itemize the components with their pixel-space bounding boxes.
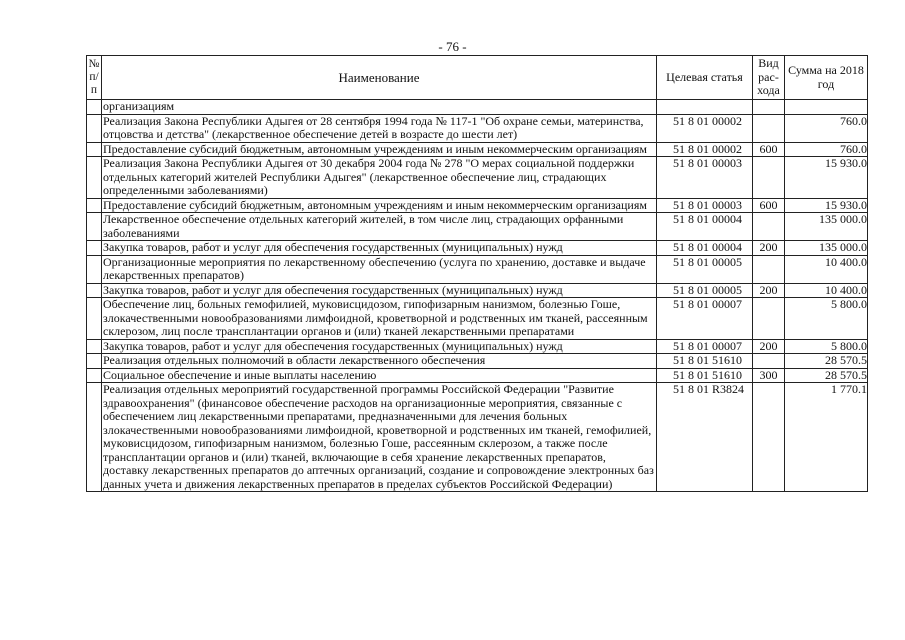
row-num bbox=[87, 354, 102, 369]
row-code: 51 8 01 00004 bbox=[657, 241, 753, 256]
table-row bbox=[87, 298, 868, 340]
header-code: Целевая статья bbox=[657, 56, 753, 100]
row-sum: 760.0 bbox=[785, 142, 868, 157]
row-sum: 1 770.1 bbox=[785, 383, 868, 492]
row-name: Закупка товаров, работ и услуг для обеспечения государственных (муниципальных) нужд bbox=[102, 283, 657, 298]
row-code: 51 8 01 00004 bbox=[657, 213, 753, 241]
table-row bbox=[87, 157, 868, 199]
row-code: 51 8 01 00002 bbox=[657, 142, 753, 157]
row-name: Организационные мероприятия по лекарственному обеспечению (услуга по хранению, доставке и выдаче лекарственных препаратов) bbox=[102, 255, 657, 283]
row-sum: 28 570.5 bbox=[785, 368, 868, 383]
row-code: 51 8 01 00005 bbox=[657, 255, 753, 283]
row-num bbox=[87, 213, 102, 241]
row-num bbox=[87, 198, 102, 213]
row-sum: 135 000.0 bbox=[785, 241, 868, 256]
row-vid: 200 bbox=[753, 241, 785, 256]
row-name: Реализация отдельных мероприятий государственной программы Российской Федерации "Развитие здравоохранения" (финансовое обеспечение расходов на организационные мероприятия, связанные с обеспечением лиц лекарственными препаратами, предназначенными для лечения больных злокачественными новообразованиями лимфоидной, кроветворной и родственных им тканей, гемофилией, муковисцидозом, гипофизарным нанизмом, болезнью Гоше, рассеянным склерозом, а также после трансплантации органов и (или) тканей, включающие в себя хранение лекарственных препаратов, доставку лекарственных препаратов до аптечных организаций, создание и сопровождение электронных баз данных учета и движения лекарственных препаратов в пределах субъектов Российской Федерации) bbox=[102, 383, 657, 492]
row-sum bbox=[785, 100, 868, 115]
row-sum: 135 000.0 bbox=[785, 213, 868, 241]
row-sum: 10 400.0 bbox=[785, 255, 868, 283]
row-vid bbox=[753, 100, 785, 115]
row-name: Предоставление субсидий бюджетным, автономным учреждениям и иным некоммерческим организациям bbox=[102, 198, 657, 213]
row-vid bbox=[753, 298, 785, 340]
table-row bbox=[87, 383, 868, 492]
header-vid: Вид рас-хода bbox=[753, 56, 785, 100]
table-header-row bbox=[87, 56, 868, 100]
row-sum: 10 400.0 bbox=[785, 283, 868, 298]
row-vid: 600 bbox=[753, 142, 785, 157]
row-num bbox=[87, 283, 102, 298]
table-row bbox=[87, 354, 868, 369]
page-number: - 76 - bbox=[438, 39, 467, 54]
row-num bbox=[87, 255, 102, 283]
table-body bbox=[87, 100, 868, 492]
header-name: Наименование bbox=[102, 56, 657, 100]
row-code: 51 8 01 00002 bbox=[657, 114, 753, 142]
row-num bbox=[87, 339, 102, 354]
row-code: 51 8 01 00003 bbox=[657, 198, 753, 213]
row-sum: 5 800.0 bbox=[785, 298, 868, 340]
row-code bbox=[657, 100, 753, 115]
budget-table bbox=[86, 55, 868, 492]
row-name: Реализация отдельных полномочий в области лекарственного обеспечения bbox=[102, 354, 657, 369]
row-vid: 600 bbox=[753, 198, 785, 213]
table-row bbox=[87, 283, 868, 298]
row-code: 51 8 01 00007 bbox=[657, 339, 753, 354]
row-sum: 28 570.5 bbox=[785, 354, 868, 369]
row-num bbox=[87, 157, 102, 199]
row-name: Социальное обеспечение и иные выплаты населению bbox=[102, 368, 657, 383]
header-sum: Сумма на 2018 год bbox=[785, 56, 868, 100]
row-code: 51 8 01 51610 bbox=[657, 354, 753, 369]
row-code: 51 8 01 51610 bbox=[657, 368, 753, 383]
row-num bbox=[87, 100, 102, 115]
row-sum: 15 930.0 bbox=[785, 157, 868, 199]
row-name: Реализация Закона Республики Адыгея от 28 сентября 1994 года № 117-1 "Об охране семьи, материнства, отцовства и детства" (лекарственное обеспечение детей в возрасте до шести лет) bbox=[102, 114, 657, 142]
row-vid: 300 bbox=[753, 368, 785, 383]
table-row bbox=[87, 368, 868, 383]
row-num bbox=[87, 241, 102, 256]
row-sum: 760.0 bbox=[785, 114, 868, 142]
row-name: Реализация Закона Республики Адыгея от 30 декабря 2004 года № 278 "О мерах социальной поддержки отдельных категорий жителей Республики Адыгея" (лекарственное обеспечение лиц, страдающих определенными заболеваниями) bbox=[102, 157, 657, 199]
row-num bbox=[87, 298, 102, 340]
table-row bbox=[87, 339, 868, 354]
table-row bbox=[87, 213, 868, 241]
row-name: организациям bbox=[102, 100, 657, 115]
row-code: 51 8 01 00007 bbox=[657, 298, 753, 340]
row-vid: 200 bbox=[753, 283, 785, 298]
header-num: № п/п bbox=[87, 56, 102, 100]
table-row bbox=[87, 255, 868, 283]
row-vid bbox=[753, 157, 785, 199]
row-sum: 5 800.0 bbox=[785, 339, 868, 354]
table-row bbox=[87, 114, 868, 142]
row-sum: 15 930.0 bbox=[785, 198, 868, 213]
table-row bbox=[87, 241, 868, 256]
row-vid bbox=[753, 383, 785, 492]
row-name: Лекарственное обеспечение отдельных категорий жителей, в том числе лиц, страдающих орфанными заболеваниями bbox=[102, 213, 657, 241]
row-code: 51 8 01 00003 bbox=[657, 157, 753, 199]
row-vid bbox=[753, 255, 785, 283]
row-vid: 200 bbox=[753, 339, 785, 354]
row-code: 51 8 01 R3824 bbox=[657, 383, 753, 492]
row-num bbox=[87, 114, 102, 142]
row-vid bbox=[753, 114, 785, 142]
row-vid bbox=[753, 354, 785, 369]
table-row bbox=[87, 142, 868, 157]
row-name: Закупка товаров, работ и услуг для обеспечения государственных (муниципальных) нужд bbox=[102, 241, 657, 256]
row-name: Обеспечение лиц, больных гемофилией, муковисцидозом, гипофизарным нанизмом, болезнью Гоше, злокачественными новообразованиями лимфоидной, кроветворной и родственных им тканей, рассеянным склерозом, лиц после трансплантации органов и (или) тканей лекарственными препаратами bbox=[102, 298, 657, 340]
row-num bbox=[87, 368, 102, 383]
row-name: Предоставление субсидий бюджетным, автономным учреждениям и иным некоммерческим организациям bbox=[102, 142, 657, 157]
row-num bbox=[87, 142, 102, 157]
row-code: 51 8 01 00005 bbox=[657, 283, 753, 298]
table-row bbox=[87, 100, 868, 115]
row-num bbox=[87, 383, 102, 492]
row-name: Закупка товаров, работ и услуг для обеспечения государственных (муниципальных) нужд bbox=[102, 339, 657, 354]
table-row bbox=[87, 198, 868, 213]
row-vid bbox=[753, 213, 785, 241]
